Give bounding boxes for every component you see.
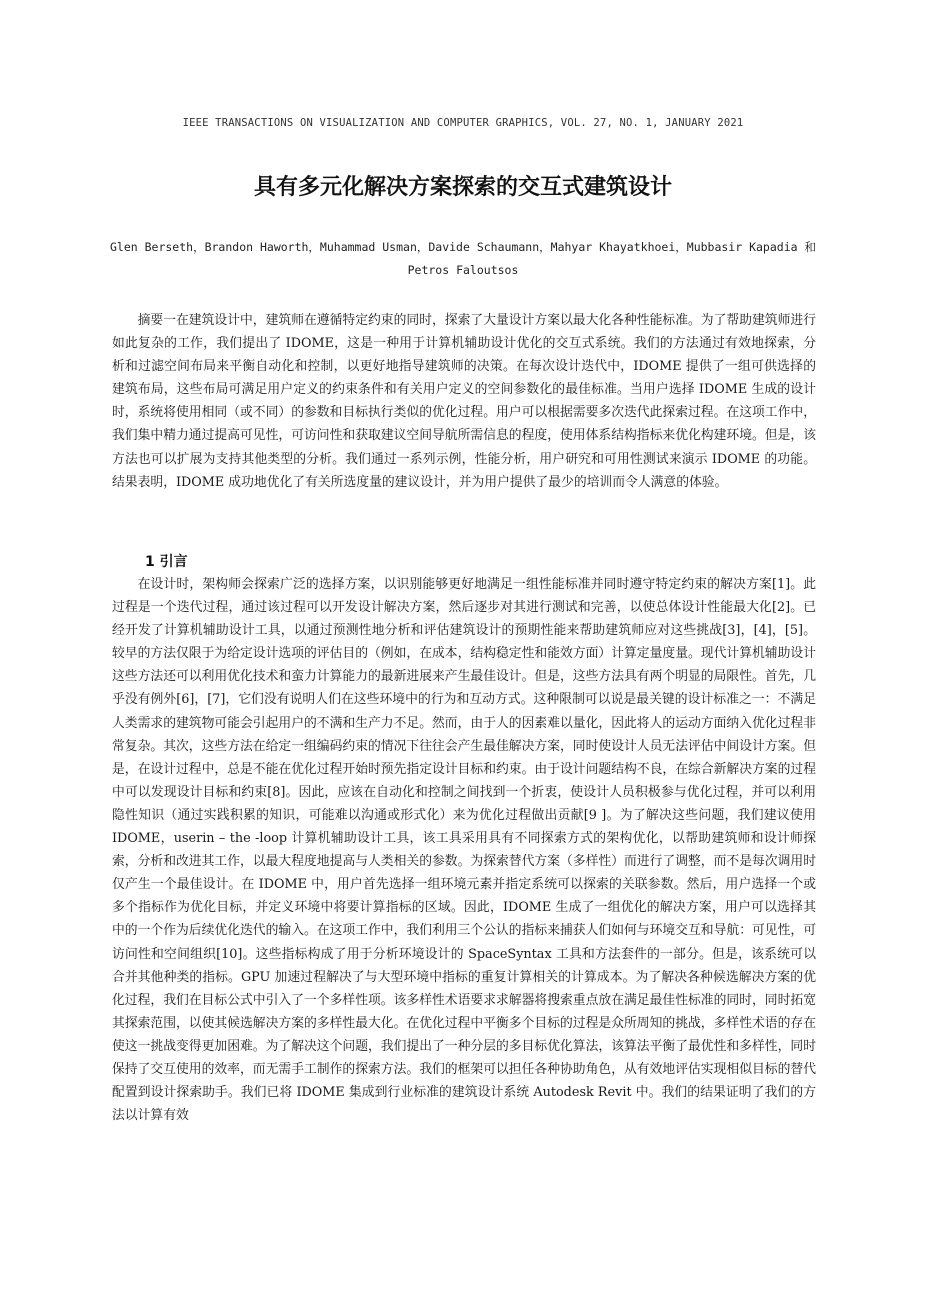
paper-title: 具有多元化解决方案探索的交互式建筑设计 [253, 175, 672, 200]
section-heading-introduction: 1 引言 [145, 554, 188, 570]
introduction-paragraph: 在设计时，架构师会探索广泛的选择方案，以识别能够更好地满足一组性能标准并同时遵守特定约束的解决方案[1]。此过程是一个迭代过程，通过该过程可以开发设计解决方案，然后逐步对其进行测试和完善，以使总体设计性能最大化[2]。已经开发了计算机辅助设计工具，以通过预测性地分析和评估建筑设计的预期性能来帮助建筑师应对这些挑战[3]，[4]，[5]。较早的方法仅限于为给定设计选项的评估目的（例如，在成本，结构稳定性和能效方面）计算定量度量。现代计算机辅助设计这些方法还可以利用优化技术和蛮力计算能力的最新进展来产生最佳设计。但是，这些方法具有两个明显的局限性。首先，几乎没有例外[6]，[7]，它们没有说明人们在这些环境中的行为和互动方式。这种限制可以说是最关键的设计标准之一：不满足人类需求的建筑物可能会引起用户的不满和生产力不足。然而，由于人的因素难以量化，因此将人的运动方面纳入优化过程非常复杂。其次，这些方法在给定一组编码约束的情况下往往会产生最佳解决方案，同时使设计人员无法评估中间设计方案。但是，在设计过程中，总是不能在优化过程开始时预先指定设计目标和约束。由于设计问题结构不良，在综合新解决方案的过程中可以发现设计目标和约束[8]。因此，应该在自动化和控制之间找到一个折衷，使设计人员积极参与优化过程，并可以利用隐性知识（通过实践积累的知识，可能难以沟通或形式化）来为优化过程做出贡献[9 ]。为了解决这些问题，我们建议使用 IDOME，userin – the -loop 计算机辅助设计工具，该工具采用具有不同探索方式的架构优化，以帮助建筑师和设计师探索，分析和改进其工作，以最大程度地提高与人类相关的参数。为探索替代方案（多样性）而进行了调整，而不是每次调用时仅产生一个最佳设计。在 IDOME 中，用户首先选择一组环境元素并指定系统可以探索的关联参数。然后，用户选择一个或多个指标作为优化目标，并定义环境中将要计算指标的区域。因此，IDOME 生成了一组优化的解决方案，用户可以选择其中的一个作为后续优化迭代的输入。在这项工作中，我们利用三个公认的指标来捕获人们如何与环境交互和导航：可见性，可访问性和空间组织[10]。这些指标构成了用于分析环境设计的 SpaceSyntax 工具和方法套件的一部分。但是，该系统可以合并其他种类的指标。GPU 加速过程解决了与大型环境中指标的重复计算相关的计算成本。为了解决各种候选解决方案的优化过程，我们在目标公式中引入了一个多样性项。该多样性术语要求求解器将搜索重点放在满足最佳性标准的同时，同时拓宽其探索范围，以使其候选解决方案的多样性最大化。在优化过程中平衡多个目标的过程是众所周知的挑战，多样性术语的存在使这一挑战变得更加困难。为了解决这个问题，我们提出了一种分层的多目标优化算法，该算法平衡了最优性和多样性，同时保持了交互使用的效率，而无需手工制作的探索方法。我们的框架可以担任各种协助角色，从有效地评估实现相似目标的替代配置到设计探索助手。我们已将 IDOME 集成到行业标准的建筑设计系统 Autodesk Revit 中。我们的结果证明了我们的方法以计算有效 [112, 577, 816, 1124]
abstract-paragraph: 摘要一在建筑设计中，建筑师在遵循特定约束的同时，探索了大量设计方案以最大化各种性能标准。为了帮助建筑师进行如此复杂的工作，我们提出了 IDOME，这是一种用于计算机辅助设计优化的交互式系统。我们的方法通过有效地探索，分析和过滤空间布局来平衡自动化和控制，以更好地指导建筑师的决策。在每次设计迭代中，IDOME 提供了一组可供选择的建筑布局，这些布局可满足用户定义的约束条件和有关用户定义的空间参数化的最佳标准。当用户选择 IDOME 生成的设计时，系统将使用相同（或不同）的参数和目标执行类似的优化过程。用户可以根据需要多次迭代此探索过程。在这项工作中，我们集中精力通过提高可见性，可访问性和获取建议空间导航所需信息的程度，使用体系结构指标来优化构建环境。但是，该方法也可以扩展为支持其他类型的分析。我们通过一系列示例，性能分析，用户研究和可用性测试来演示 IDOME 的功能。结果表明，IDOME 成功地优化了有关所选度量的建议设计，并为用户提供了最少的培训而令人满意的体验。 [112, 313, 816, 490]
running-header: IEEE TRANSACTIONS ON VISUALIZATION AND COMPUTER GRAPHICS, VOL. 27, NO. 1, JANUARY 2021 [182, 117, 744, 129]
author-list: Glen Berseth，Brandon Haworth，Muhammad Usman，Davide Schaumann，Mahyar Khayatkhoei，Mubbasir Kapadia 和 Petros Faloutsos [110, 240, 816, 277]
